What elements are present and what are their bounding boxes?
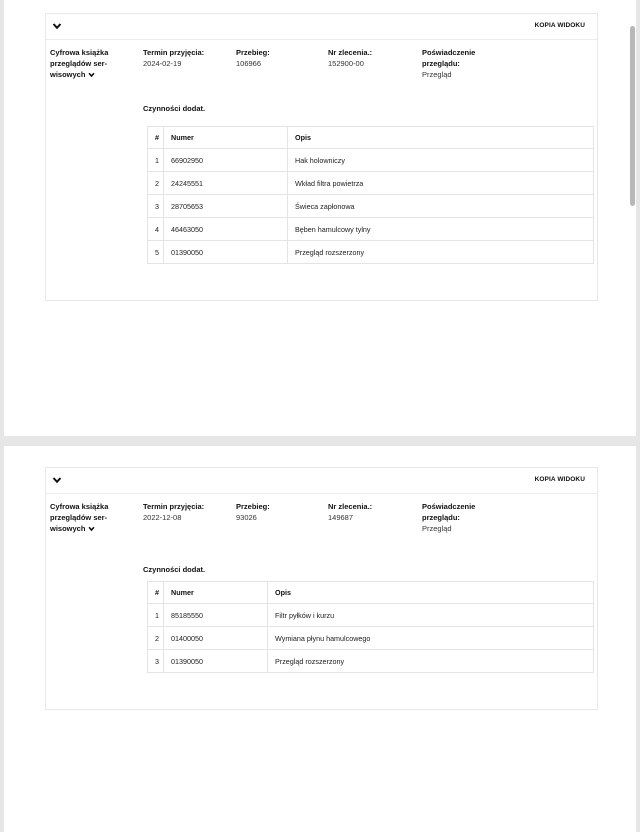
row-index: 4 xyxy=(148,218,164,241)
chevron-down-icon[interactable] xyxy=(88,526,95,532)
row-opis: Świeca zapłonowa xyxy=(288,195,594,218)
row-index: 2 xyxy=(148,627,164,650)
table-row xyxy=(148,195,594,218)
row-numer: 24245551 xyxy=(164,172,288,195)
poswiadczenie-label: Poświadczenie przeglądu: xyxy=(422,48,476,68)
operations-table xyxy=(147,581,594,673)
operations-table xyxy=(147,126,594,264)
section-title: Czynności dodat. xyxy=(143,104,206,113)
table-row xyxy=(148,627,594,650)
poswiadczenie-label: Poświadczenie przeglądu: xyxy=(422,502,476,522)
page-1 xyxy=(4,0,636,436)
row-numer: 01400050 xyxy=(164,627,268,650)
column-header-opis: Opis xyxy=(288,127,594,149)
row-numer: 01390050 xyxy=(164,241,288,264)
record-title-text: Cyfrowa książka przeglądów ser- wisowych xyxy=(50,48,109,79)
record-title-text: Cyfrowa książka przeglądów ser- wisowych xyxy=(50,502,109,533)
nr-zlecenia-value: 152900-00 xyxy=(328,59,364,68)
table-header-row xyxy=(148,127,594,149)
row-index: 3 xyxy=(148,650,164,673)
card-header xyxy=(46,468,597,494)
card-header xyxy=(46,14,597,40)
row-index: 2 xyxy=(148,172,164,195)
row-numer: 01390050 xyxy=(164,650,268,673)
column-header-number: # xyxy=(148,127,164,149)
record-title[interactable] xyxy=(50,47,130,80)
row-index: 3 xyxy=(148,195,164,218)
termin-label: Termin przyjęcia: xyxy=(143,48,205,57)
table-row xyxy=(148,604,594,627)
kopia-widoku-button[interactable]: KOPIA WIDOKU xyxy=(534,22,585,29)
row-numer: 66902950 xyxy=(164,149,288,172)
przebieg xyxy=(236,501,270,523)
przebieg-value: 106966 xyxy=(236,59,262,68)
table-row xyxy=(148,218,594,241)
row-numer: 46463050 xyxy=(164,218,288,241)
table-row xyxy=(148,172,594,195)
chevron-down-icon[interactable] xyxy=(52,21,62,31)
termin-value: 2024-02-19 xyxy=(143,59,182,68)
poswiadczenie-przegladu xyxy=(422,501,502,534)
row-index: 1 xyxy=(148,604,164,627)
column-header-number: # xyxy=(148,582,164,604)
table-header-row xyxy=(148,582,594,604)
row-index: 1 xyxy=(148,149,164,172)
table-row xyxy=(148,149,594,172)
table-row xyxy=(148,650,594,673)
row-numer: 85185550 xyxy=(164,604,268,627)
poswiadczenie-value: Przegląd xyxy=(422,524,452,533)
column-header-opis: Opis xyxy=(268,582,594,604)
poswiadczenie-przegladu xyxy=(422,47,502,80)
record-title[interactable] xyxy=(50,501,130,534)
termin-przyjecia xyxy=(143,47,204,69)
service-record-card xyxy=(45,13,598,301)
termin-label: Termin przyjęcia: xyxy=(143,502,205,511)
row-opis: Wkład filtra powietrza xyxy=(288,172,594,195)
column-header-numer: Numer xyxy=(164,127,288,149)
table-row xyxy=(148,241,594,264)
row-opis: Wymiana płynu hamulcowego xyxy=(268,627,594,650)
section-title: Czynności dodat. xyxy=(143,565,206,574)
przebieg-value: 93026 xyxy=(236,513,257,522)
scrollbar[interactable] xyxy=(630,26,635,206)
row-opis: Filtr pyłków i kurzu xyxy=(268,604,594,627)
row-opis: Przegląd rozszerzony xyxy=(288,241,594,264)
nr-zlecenia-label: Nr zlecenia.: xyxy=(328,48,373,57)
column-header-numer: Numer xyxy=(164,582,268,604)
chevron-down-icon[interactable] xyxy=(88,72,95,78)
poswiadczenie-value: Przegląd xyxy=(422,70,452,79)
przebieg xyxy=(236,47,270,69)
row-opis: Bęben hamulcowy tylny xyxy=(288,218,594,241)
nr-zlecenia-value: 149687 xyxy=(328,513,354,522)
termin-przyjecia xyxy=(143,501,204,523)
row-index: 5 xyxy=(148,241,164,264)
chevron-down-icon[interactable] xyxy=(52,475,62,485)
row-numer: 28705653 xyxy=(164,195,288,218)
nr-zlecenia xyxy=(328,47,372,69)
row-opis: Przegląd rozszerzony xyxy=(268,650,594,673)
przebieg-label: Przebieg: xyxy=(236,502,270,511)
page-2 xyxy=(4,446,636,832)
row-opis: Hak holowniczy xyxy=(288,149,594,172)
kopia-widoku-button[interactable]: KOPIA WIDOKU xyxy=(534,476,585,483)
nr-zlecenia-label: Nr zlecenia.: xyxy=(328,502,373,511)
nr-zlecenia xyxy=(328,501,372,523)
termin-value: 2022-12-08 xyxy=(143,513,182,522)
przebieg-label: Przebieg: xyxy=(236,48,270,57)
service-record-card xyxy=(45,467,598,710)
